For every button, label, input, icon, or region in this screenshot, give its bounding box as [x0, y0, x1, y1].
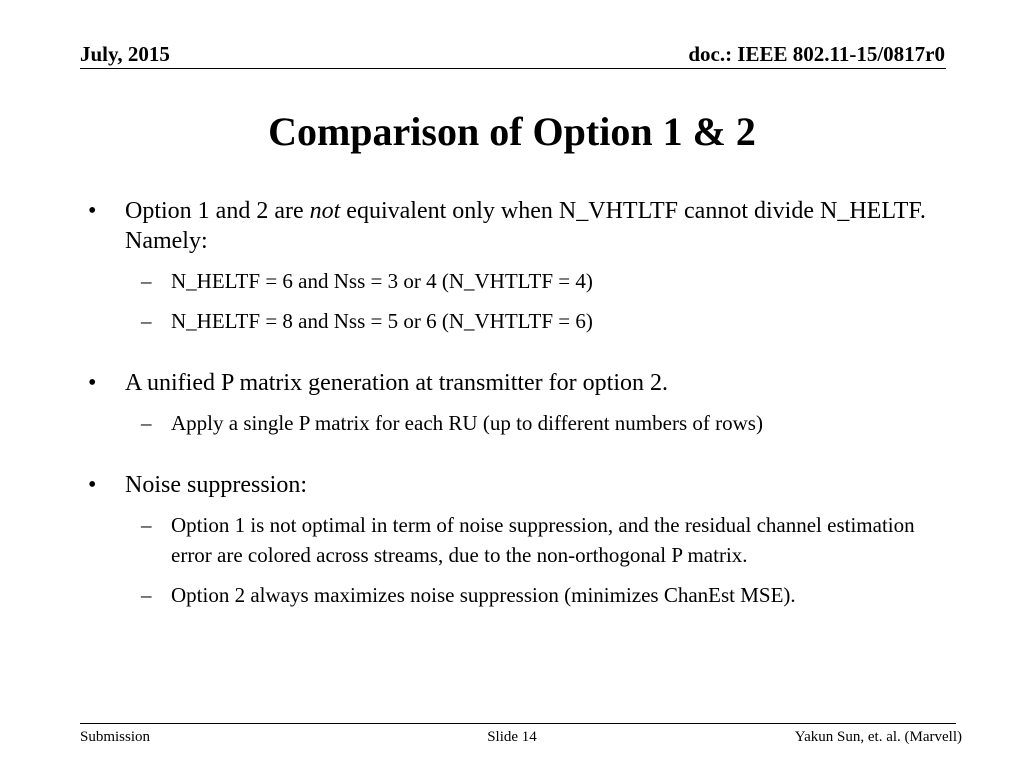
slide-body	[80, 196, 960, 610]
bullet-3-text: Noise suppression:	[125, 472, 307, 498]
bullet-1	[80, 196, 960, 256]
bullet-2-text: A unified P matrix generation at transmitter for option 2.	[125, 370, 668, 396]
sub-bullet-text: Apply a single P matrix for each RU (up to different numbers of rows)	[171, 411, 763, 435]
dash-marker: –	[141, 583, 152, 607]
sub-bullet-text: N_HELTF = 8 and Nss = 5 or 6 (N_VHTLTF = 6)	[171, 309, 593, 333]
dash-marker: –	[141, 513, 152, 537]
sub-bullet-3-1	[80, 510, 960, 570]
bullet-marker: •	[88, 198, 97, 224]
slide-title: Comparison of Option 1 & 2	[268, 109, 756, 154]
dash-marker: –	[141, 309, 152, 333]
bullet-1-emphasis: not	[309, 198, 341, 224]
sub-bullet-text: Option 2 always maximizes noise suppression (minimizes ChanEst MSE).	[171, 583, 796, 607]
dash-marker: –	[141, 269, 152, 293]
footer-author: Yakun Sun, et. al. (Marvell)	[794, 729, 962, 745]
header-divider	[80, 68, 946, 69]
dash-marker: –	[141, 411, 152, 435]
footer-divider	[80, 723, 956, 724]
bullet-marker: •	[88, 370, 97, 396]
sub-bullet-text: Option 1 is not optimal in term of noise suppression, and the residual channel estimation error are colored across streams, due to the non-orthogonal P matrix.	[171, 513, 915, 567]
sub-bullet-2-1	[80, 408, 960, 438]
sub-bullet-1-2	[80, 306, 960, 336]
bullet-3	[80, 470, 960, 500]
sub-bullet-3-2	[80, 580, 960, 610]
bullet-2	[80, 368, 960, 398]
header-date: July, 2015	[80, 42, 170, 66]
bullet-1-text-before: Option 1 and 2 are	[125, 198, 310, 224]
bullet-marker: •	[88, 472, 97, 498]
footer-submission: Submission	[80, 729, 151, 745]
header-doc-id: doc.: IEEE 802.11-15/0817r0	[688, 42, 945, 66]
sub-bullet-text: N_HELTF = 6 and Nss = 3 or 4 (N_VHTLTF = 4)	[171, 269, 593, 293]
sub-bullet-1-1	[80, 266, 960, 296]
bullet-1-text-after: equivalent only when N_VHTLTF cannot divide N_HELTF. Namely:	[125, 198, 926, 254]
footer-slide-number: Slide 14	[487, 729, 537, 745]
